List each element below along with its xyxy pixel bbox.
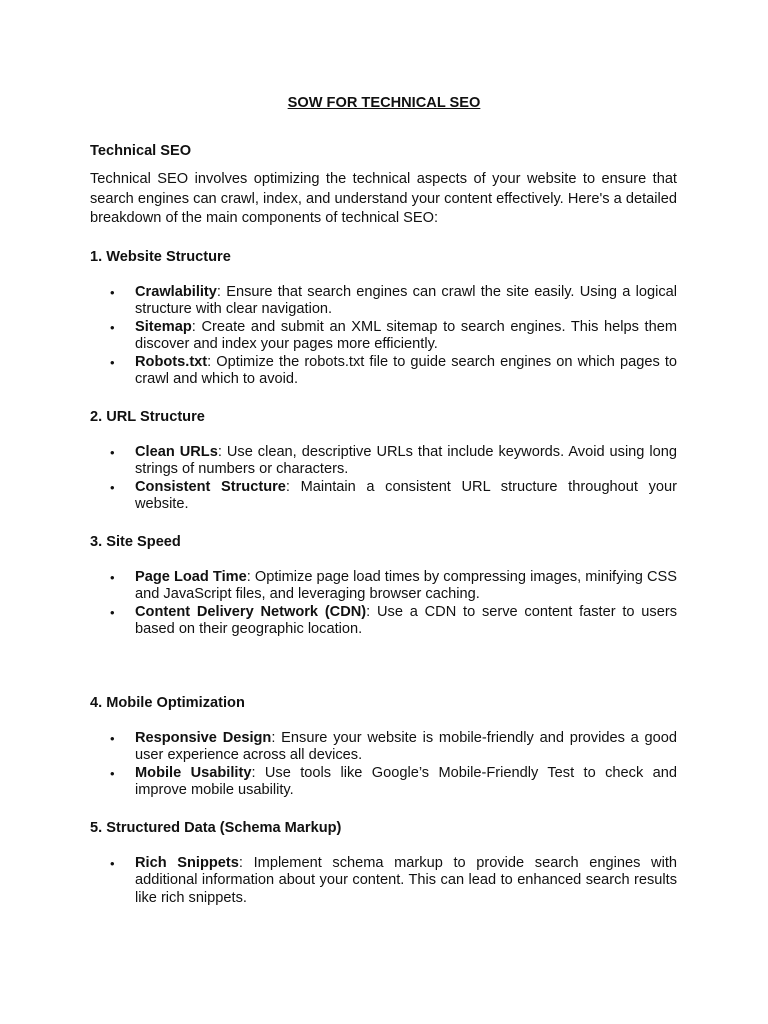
item-text: : Ensure your website is mobile-friendly and provides a good user experience across all devices. xyxy=(135,729,677,763)
item-text: : Use clean, descriptive URLs that include keywords. Avoid using long strings of numbers or characters. xyxy=(135,443,677,477)
intro-paragraph: Technical SEO involves optimizing the technical aspects of your website to ensure that search engines can crawl, index, and understand your content effectively. Here's a detailed breakdown of the main components of technical SEO: xyxy=(90,171,677,226)
item-text: : Maintain a consistent URL structure throughout your website. xyxy=(135,478,677,512)
item-term: Robots.txt xyxy=(135,353,208,370)
bullet-icon: • xyxy=(110,319,115,335)
list-item xyxy=(90,855,677,908)
item-term: Sitemap xyxy=(135,318,192,335)
bullet-list-url-structure xyxy=(90,444,677,514)
list-item xyxy=(90,444,677,479)
item-text: : Optimize the robots.txt file to guide search engines on which pages to crawl and which to avoid. xyxy=(135,353,677,387)
bullet-icon: • xyxy=(110,479,115,495)
document-body xyxy=(90,142,677,907)
section-heading-url-structure: 2. URL Structure xyxy=(90,408,205,425)
section-heading-mobile-optimization: 4. Mobile Optimization xyxy=(90,694,245,711)
item-term: Responsive Design xyxy=(135,729,272,746)
main-heading: Technical SEO xyxy=(90,143,192,159)
item-term: Mobile Usability xyxy=(135,764,252,781)
section-heading-structured-data: 5. Structured Data (Schema Markup) xyxy=(90,819,342,836)
item-term: Consistent Structure xyxy=(135,478,286,495)
bullet-icon: • xyxy=(110,730,115,746)
bullet-list-site-speed xyxy=(90,569,677,639)
list-item xyxy=(90,479,677,514)
list-item xyxy=(90,765,677,800)
item-term: Page Load Time xyxy=(135,568,247,585)
bullet-icon: • xyxy=(110,855,115,871)
list-item xyxy=(90,354,677,389)
item-text: : Optimize page load times by compressing images, minifying CSS and JavaScript files, and leveraging browser caching. xyxy=(135,568,677,602)
document-title: SOW FOR TECHNICAL SEO xyxy=(287,95,481,111)
list-item xyxy=(90,284,677,319)
item-term: Content Delivery Network (CDN) xyxy=(135,603,367,620)
item-term: Clean URLs xyxy=(135,443,218,460)
bullet-icon: • xyxy=(110,765,115,781)
bullet-icon: • xyxy=(110,444,115,460)
bullet-icon: • xyxy=(110,284,115,300)
bullet-icon: • xyxy=(110,354,115,370)
bullet-icon: • xyxy=(110,604,115,620)
list-item xyxy=(90,730,677,765)
item-text: : Use a CDN to serve content faster to users based on their geographic location. xyxy=(135,603,677,637)
section-heading-website-structure: 1. Website Structure xyxy=(90,248,231,265)
bullet-list-mobile-optimization xyxy=(90,730,677,800)
item-text: : Implement schema markup to provide search engines with additional information about your content. This can lead to enhanced search results like rich snippets. xyxy=(135,854,677,906)
item-text: : Use tools like Google’s Mobile-Friendly Test to check and improve mobile usability. xyxy=(135,764,677,798)
bullet-list-structured-data xyxy=(90,855,677,908)
list-item xyxy=(90,569,677,604)
list-item xyxy=(90,319,677,354)
item-term: Crawlability xyxy=(135,283,217,300)
bullet-list-website-structure xyxy=(90,284,677,389)
item-term: Rich Snippets xyxy=(135,854,239,871)
section-heading-site-speed: 3. Site Speed xyxy=(90,533,181,550)
item-text: : Create and submit an XML sitemap to search engines. This helps them discover and index your pages more efficiently. xyxy=(135,318,677,352)
list-item xyxy=(90,604,677,639)
bullet-icon: • xyxy=(110,569,115,585)
item-text: : Ensure that search engines can crawl the site easily. Using a logical structure with clear navigation. xyxy=(135,283,677,317)
